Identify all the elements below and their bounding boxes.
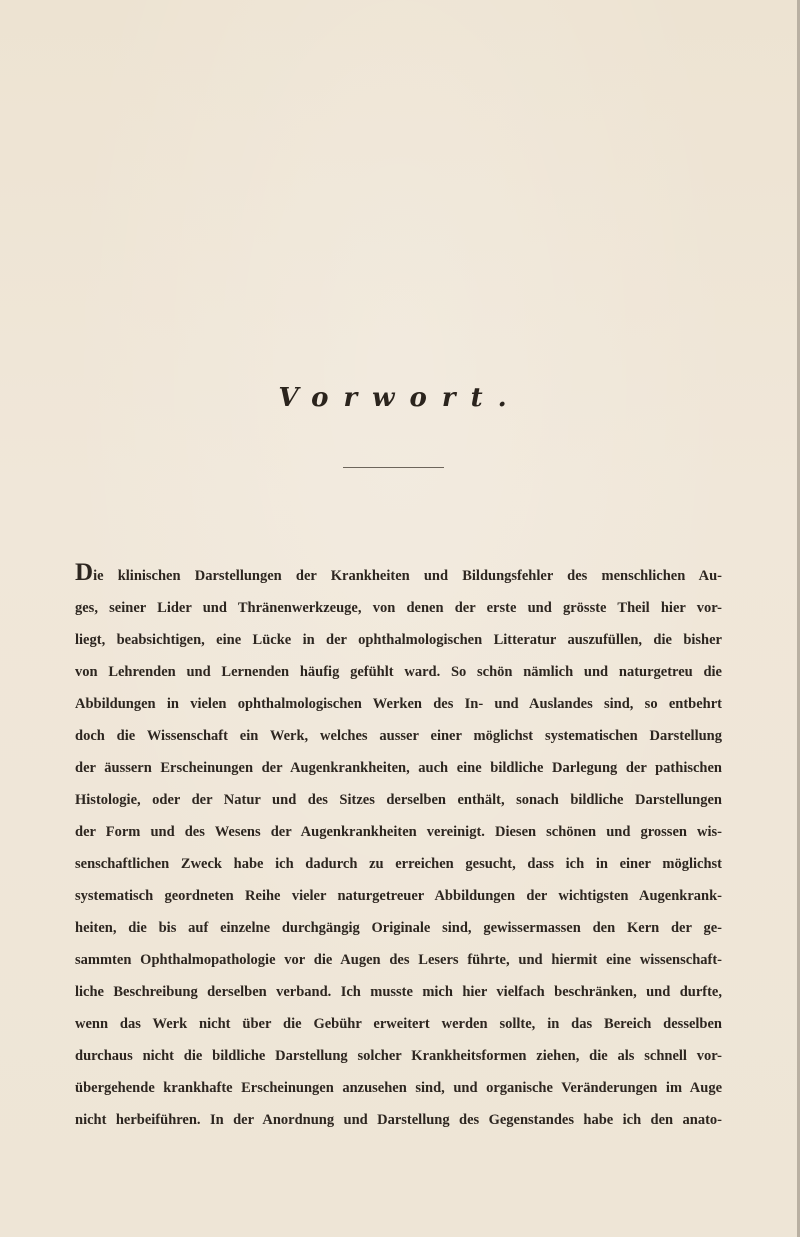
text-line: nicht herbeiführen. In der Anordnung und Darstellung des Gegenstandes habe ich den anato- xyxy=(75,1112,722,1128)
text-line: sammten Ophthalmopathologie vor die Augen des Lesers führte, und hiermit eine wissenschaft- xyxy=(75,952,722,968)
text-line: Histologie, oder der Natur und des Sitzes derselben enthält, sonach bildliche Darstellungen xyxy=(75,792,722,808)
text-line: von Lehrenden und Lernenden häufig gefühlt ward. So schön nämlich und naturgetreu die xyxy=(75,664,722,680)
text-line: systematisch geordneten Reihe vieler naturgetreuer Abbildungen der wichtigsten Augenkrank- xyxy=(75,888,722,904)
page-title: Vorwort. xyxy=(278,383,522,413)
text-line xyxy=(75,560,722,592)
title-rule xyxy=(343,467,444,468)
text-line: durchaus nicht die bildliche Darstellung solcher Krankheitsformen ziehen, die als schnell vor- xyxy=(75,1048,722,1064)
preface-text xyxy=(75,560,722,1136)
text-line: der Form und des Wesens der Augenkrankheiten vereinigt. Diesen schönen und grossen wis- xyxy=(75,824,722,840)
text-line: ges, seiner Lider und Thränenwerkzeuge, von denen der erste und grösste Theil hier vor- xyxy=(75,600,722,616)
text-line: liche Beschreibung derselben verband. Ich musste mich hier vielfach beschränken, und durfte, xyxy=(75,984,722,1000)
text-line: heiten, die bis auf einzelne durchgängig Originale sind, gewissermassen den Kern der ge- xyxy=(75,920,722,936)
text-line: Abbildungen in vielen ophthalmologischen Werken des In- und Auslandes sind, so entbehrt xyxy=(75,696,722,712)
text-line: doch die Wissenschaft ein Werk, welches ausser einer möglichst systematischen Darstellung xyxy=(75,728,722,744)
text-line: wenn das Werk nicht über die Gebühr erweitert werden sollte, in das Bereich desselben xyxy=(75,1016,722,1032)
text-line: senschaftlichen Zweck habe ich dadurch zu erreichen gesucht, dass ich in einer möglichst xyxy=(75,856,722,872)
text-line-content: ie klinischen Darstellungen der Krankheiten und Bildungsfehler des menschlichen Au- xyxy=(93,568,722,584)
text-line: übergehende krankhafte Erscheinungen anzusehen sind, und organische Veränderungen im Auge xyxy=(75,1080,722,1096)
text-line: liegt, beabsichtigen, eine Lücke in der ophthalmologischen Litteratur auszufüllen, die bisher xyxy=(75,632,722,648)
drop-initial: D xyxy=(75,559,94,586)
text-line: der äussern Erscheinungen der Augenkrankheiten, auch eine bildliche Darlegung der pathischen xyxy=(75,760,722,776)
